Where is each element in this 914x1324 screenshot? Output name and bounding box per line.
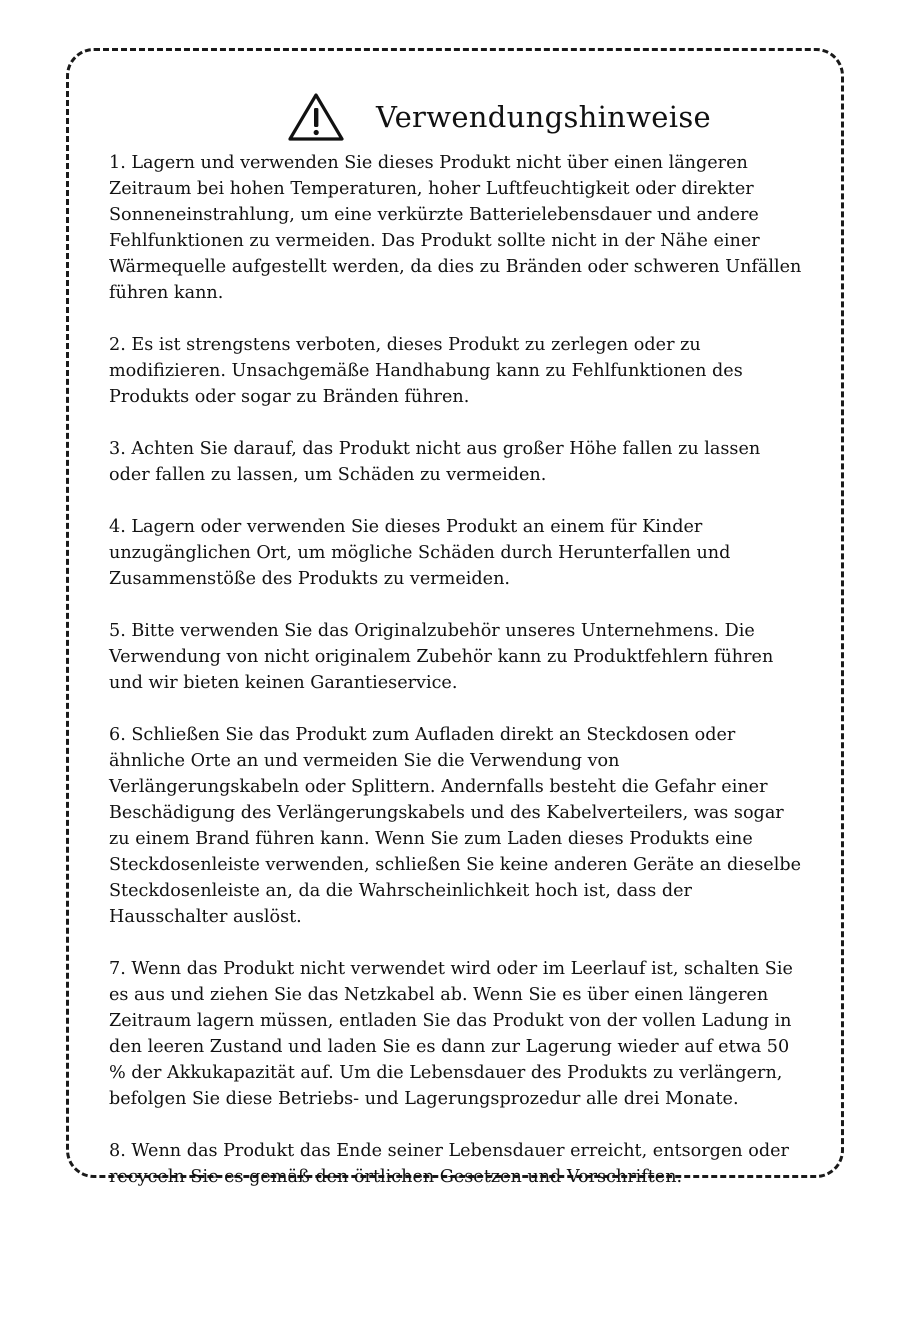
note-paragraph-5: 5. Bitte verwenden Sie das Originalzubehör unseres Unternehmens. Die Verwendung von nicht originalem Zubehör kann zu Produktfehlern führen und wir bieten keinen Garantieservice.	[109, 621, 774, 693]
note-paragraph-4: 4. Lagern oder verwenden Sie dieses Produkt an einem für Kinder unzugänglichen Ort, um mögliche Schäden durch Herunterfallen und Zusammenstöße des Produkts zu vermeiden.	[109, 517, 731, 589]
note-paragraph-6: 6. Schließen Sie das Produkt zum Aufladen direkt an Steckdosen oder ähnliche Orte an und vermeiden Sie die Verwendung von Verlängerungskabeln oder Splittern. Andernfalls besteht die Gefahr einer Beschädigung des Verlängerungskabels und des Kabelverteilers, was sogar zu einem Brand führen kann. Wenn Sie zum Laden dieses Produkts eine Steckdosenleiste verwenden, schließen Sie keine anderen Geräte an dieselbe Steckdosenleiste an, da die Wahrscheinlichkeit hoch ist, dass der Hausschalter auslöst.	[109, 725, 802, 927]
page-title: Verwendungshinweise	[376, 100, 711, 134]
warning-triangle-icon	[287, 92, 345, 142]
notes-list	[109, 150, 805, 1190]
note-paragraph-8: 8. Wenn das Produkt das Ende seiner Lebensdauer erreicht, entsorgen oder recyceln Sie es gemäß den örtlichen Gesetzen und Vorschriften.	[109, 1141, 789, 1187]
header	[0, 92, 914, 142]
note-paragraph-7: 7. Wenn das Produkt nicht verwendet wird oder im Leerlauf ist, schalten Sie es aus und ziehen Sie das Netzkabel ab. Wenn Sie es über einen längeren Zeitraum lagern müssen, entladen Sie das Produkt von der vollen Ladung in den leeren Zustand und laden Sie es dann zur Lagerung wieder auf etwa 50 % der Akkukapazität auf. Um die Lebensdauer des Produkts zu verlängern, befolgen Sie diese Betriebs- und Lagerungsprozedur alle drei Monate.	[109, 959, 793, 1109]
note-paragraph-3: 3. Achten Sie darauf, das Produkt nicht aus großer Höhe fallen zu lassen oder fallen zu lassen, um Schäden zu vermeiden.	[109, 439, 761, 485]
note-paragraph-2: 2. Es ist strengstens verboten, dieses Produkt zu zerlegen oder zu modifizieren. Unsachgemäße Handhabung kann zu Fehlfunktionen des Produkts oder sogar zu Bränden führen.	[109, 335, 743, 407]
note-paragraph-1: 1. Lagern und verwenden Sie dieses Produkt nicht über einen längeren Zeitraum bei hohen Temperaturen, hoher Luftfeuchtigkeit oder direkter Sonneneinstrahlung, um eine verkürzte Batterielebensdauer und andere Fehlfunktionen zu vermeiden. Das Produkt sollte nicht in der Nähe einer Wärmequelle aufgestellt werden, da dies zu Bränden oder schweren Unfällen führen kann.	[109, 153, 802, 303]
